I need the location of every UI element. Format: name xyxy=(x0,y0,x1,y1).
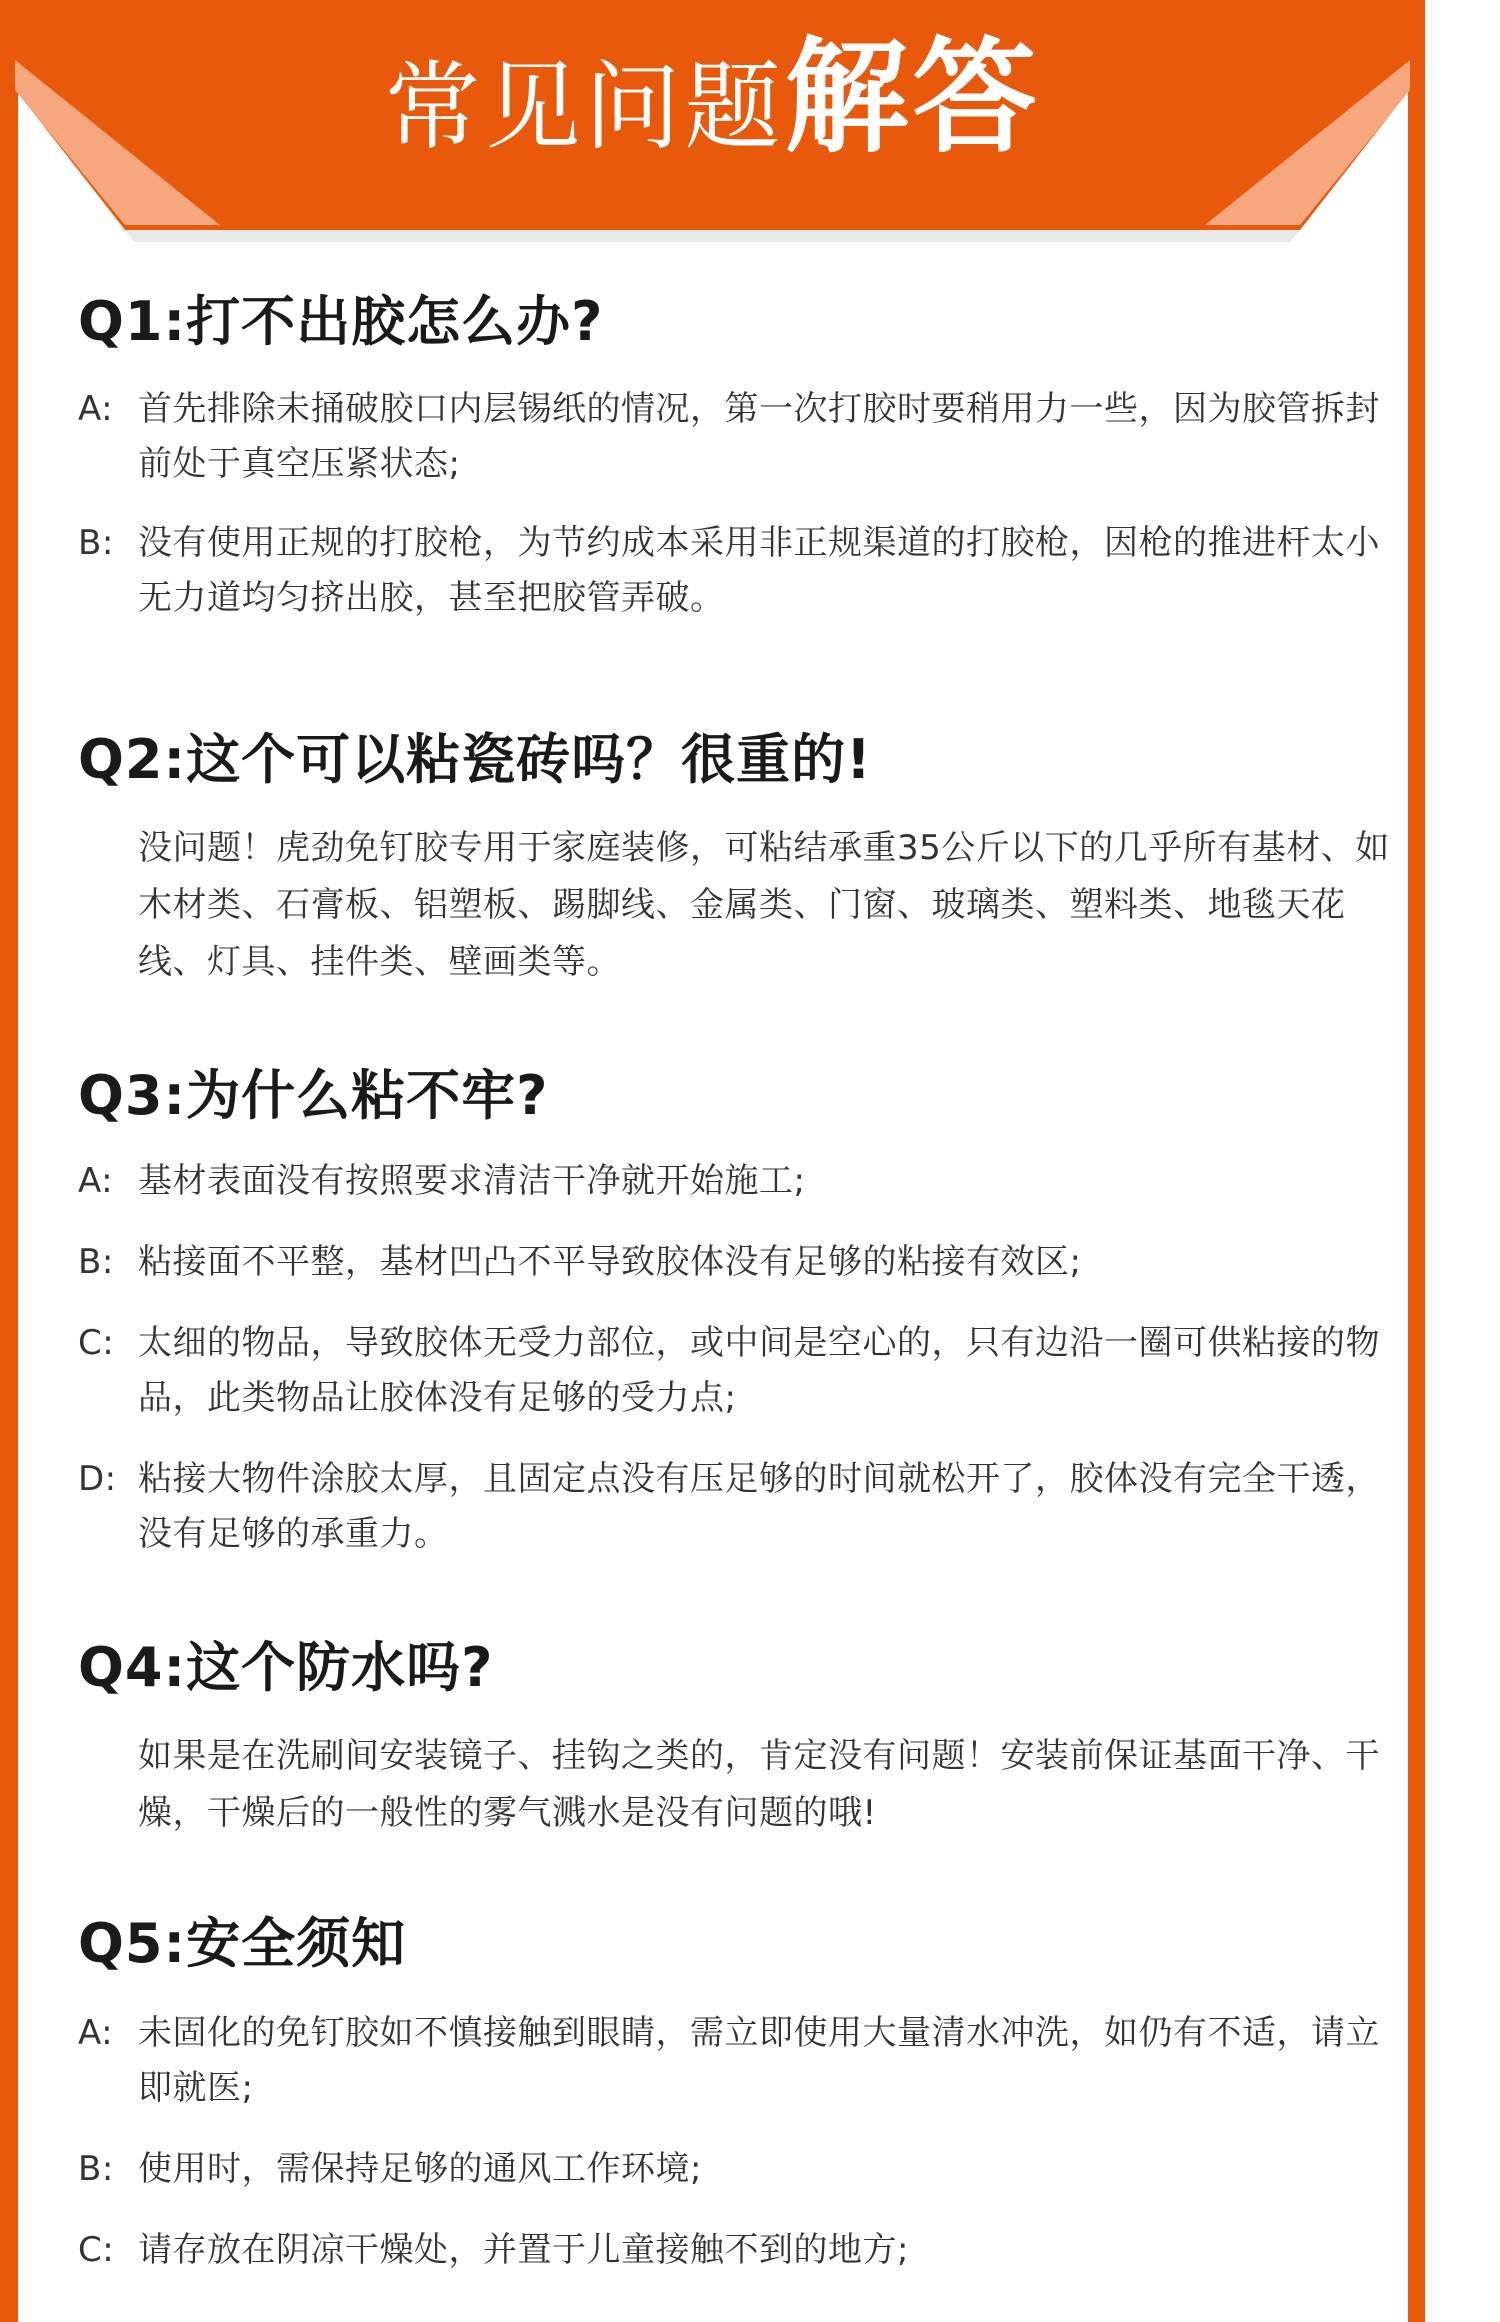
answer-prefix: B: xyxy=(78,523,114,563)
answer-item xyxy=(78,382,1400,492)
title-small-text: 常见问题 xyxy=(384,51,785,163)
answer-text: 粘接大物件涂胶太厚，且固定点没有压足够的时间就松开了，胶体没有完全干透，没有足够的承重力。 xyxy=(138,1459,1380,1554)
answer-item xyxy=(78,2142,1400,2197)
question-title: Q2:这个可以粘瓷砖吗？很重的! xyxy=(78,728,872,791)
faq-q3 xyxy=(78,1064,1408,1562)
answer-prefix: B: xyxy=(78,1242,114,1282)
header-banner xyxy=(0,0,1425,250)
question-title: Q4:这个防水吗? xyxy=(78,1636,494,1699)
answer-item xyxy=(78,1452,1400,1562)
answer-text: 使用时，需保持足够的通风工作环境; xyxy=(138,2149,702,2189)
answer-prefix: C: xyxy=(78,2230,115,2270)
answer-text: 未固化的免钉胶如不慎接触到眼睛，需立即使用大量清水冲洗，如仍有不适，请立即就医; xyxy=(138,2013,1380,2108)
page-title xyxy=(0,26,1425,170)
answer-text: 如果是在洗刷间安装镜子、挂钩之类的，肯定没有问题！安装前保证基面干净、干燥，干燥后的一般性的雾气溅水是没有问题的哦! xyxy=(138,1736,1380,1833)
answer-text: 没问题！虎劲免钉胶专用于家庭装修，可粘结承重35公斤以下的几乎所有基材、如木材类、石膏板、铝塑板、踢脚线、金属类、门窗、玻璃类、塑料类、地毯天花线、灯具、挂件类、壁画类等。 xyxy=(138,828,1390,982)
faq-q1 xyxy=(78,290,1408,626)
faq-q4 xyxy=(78,1636,1408,1842)
answer-prefix: A: xyxy=(78,1161,114,1201)
title-big-text: 解答 xyxy=(784,26,1041,170)
answer-prefix: C: xyxy=(78,1323,115,1363)
answer-item xyxy=(78,1154,1400,1209)
faq-q5 xyxy=(78,1912,1408,2278)
question-title: Q1:打不出胶怎么办? xyxy=(78,290,604,353)
answer-item xyxy=(78,1235,1400,1290)
answer-text: 没有使用正规的打胶枪，为节约成本采用非正规渠道的打胶枪，因枪的推进杆太小无力道均匀挤出胶，甚至把胶管弄破。 xyxy=(138,523,1380,618)
answer-prefix: A: xyxy=(78,2013,114,2053)
answer-prefix: B: xyxy=(78,2149,114,2189)
answer-text: 粘接面不平整，基材凹凸不平导致胶体没有足够的粘接有效区; xyxy=(138,1242,1082,1282)
answer-prefix: D: xyxy=(78,1459,117,1499)
answer-text: 请存放在阴凉干燥处，并置于儿童接触不到的地方; xyxy=(138,2230,909,2270)
question-title: Q3:为什么粘不牢? xyxy=(78,1064,549,1127)
answer-item xyxy=(78,1316,1400,1426)
answer-item xyxy=(78,516,1400,626)
answer-item xyxy=(78,2006,1400,2116)
faq-q2 xyxy=(78,728,1408,991)
answer-item xyxy=(78,2223,1400,2278)
answer-text: 首先排除未捅破胶口内层锡纸的情况，第一次打胶时要稍用力一些，因为胶管拆封前处于真空压紧状态; xyxy=(138,389,1380,484)
question-title: Q5:安全须知 xyxy=(78,1912,407,1975)
answer-text: 基材表面没有按照要求清洁干净就开始施工; xyxy=(138,1161,806,1201)
answer-prefix: A: xyxy=(78,389,114,429)
answer-text: 太细的物品，导致胶体无受力部位，或中间是空心的，只有边沿一圈可供粘接的物品，此类物品让胶体没有足够的受力点; xyxy=(138,1323,1380,1418)
